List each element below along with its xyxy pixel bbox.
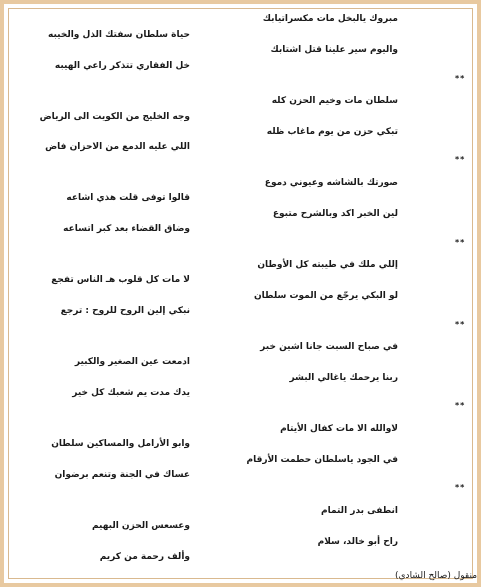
- verse-line: إللي ملك في طيبته كل الأوطان: [257, 260, 398, 270]
- verse-line: انطفى بدر التمام: [321, 506, 398, 516]
- verse-line: لو البكي يرجّع من الموت سلطان: [254, 291, 398, 301]
- verse-line: وعسعس الحزن البهيم: [91, 521, 190, 531]
- verse-line: حياة سلطان سفتك الذل والخيبه: [48, 30, 190, 40]
- verse-line: يدك مدت يم شعبك كل خير: [72, 388, 190, 398]
- stanza-separator: **: [455, 483, 466, 492]
- verse-line: خل الفقاري تتذكر راعي الهيبه: [54, 61, 190, 71]
- verse-line: راح أبو خالد، سلام: [317, 537, 398, 547]
- verse-line: في صباح السبت جانا اشين خبر: [260, 342, 398, 352]
- verse-line: ربنا يرحمك ياغالي البشر: [289, 373, 398, 383]
- verse-line: وضاق القضاء بعد كبر اتساعه: [63, 224, 190, 234]
- verse-line: لاوالله الا مات كفال الأيتام: [280, 424, 398, 434]
- inner-border: [8, 8, 473, 579]
- verse-line: سلطان مات وخيم الحزن كله: [271, 96, 398, 106]
- stanza-separator: **: [455, 155, 466, 164]
- verse-line: لين الخبر اكد وبالشرح متبوع: [272, 209, 398, 219]
- verse-line: صورتك بالشاشه وعيوني دموع: [264, 178, 398, 188]
- verse-line: وابو الأرامل والمساكين سلطان: [51, 439, 190, 449]
- verse-line: تبكي حزن من يوم ماغاب ظله: [266, 127, 398, 137]
- verse-line: واليوم سير علينا قتل اشتابك: [270, 45, 398, 55]
- verse-line: وجه الخليج من الكويت الى الرياض: [39, 112, 190, 122]
- verse-line: ادمعت عين الصغير والكبير: [74, 357, 190, 367]
- verse-line: في الجود ياسلطان حطمت الأرقام: [246, 455, 398, 465]
- stanza-separator: **: [455, 320, 466, 329]
- attribution-credit: منقول (صالح الشادي): [395, 571, 478, 581]
- verse-line: قالوا توفى قلت هذي اشاعه: [66, 193, 190, 203]
- verse-line: وألف رحمة من كريم: [99, 552, 190, 562]
- verse-line: لا مات كل قلوب هـ الناس تفجع: [51, 275, 190, 285]
- stanza-separator: **: [455, 401, 466, 410]
- verse-line: نبكي إلين الروح للروح : ترجع: [60, 306, 190, 316]
- stanza-separator: **: [455, 74, 466, 83]
- verse-line: اللي عليه الدمع من الاحزان فاض: [45, 142, 190, 152]
- verse-line: مبروك يالبخل مات مكسراتيابك: [262, 14, 398, 24]
- stanza-separator: **: [455, 238, 466, 247]
- verse-line: عساك في الجنة وتنعم برضوان: [54, 470, 190, 480]
